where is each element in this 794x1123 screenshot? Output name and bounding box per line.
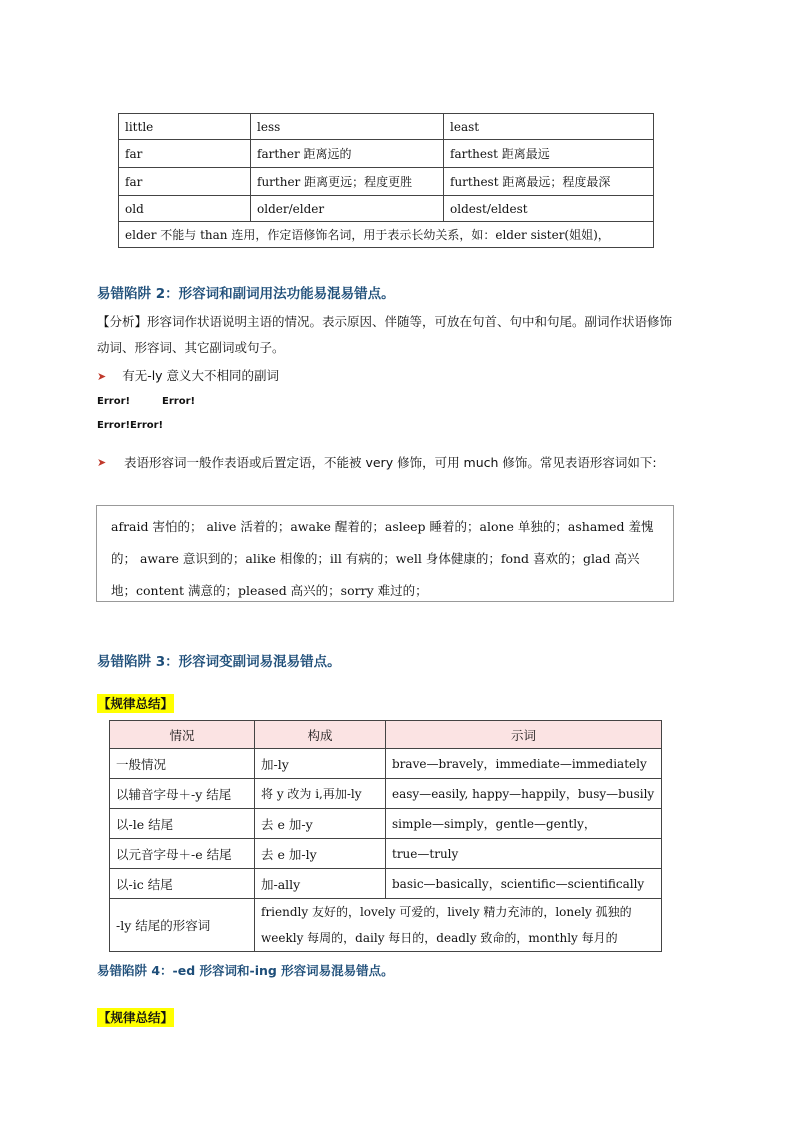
table-cell: farthest 距离最远 — [444, 140, 654, 168]
section-heading: 易错陷阱 4：-ed 形容词和-ing 形容词易混易错点。 — [97, 963, 394, 978]
table-header-row — [110, 721, 662, 749]
error-text: Error! — [97, 396, 131, 407]
table-row — [110, 749, 662, 779]
adverb-formation-table — [109, 720, 662, 952]
table-cell: further 距离更远；程度更胜 — [251, 168, 444, 196]
rule-summary-tag: 【规律总结】 — [98, 1010, 174, 1025]
table-cell: 以-le 结尾 — [110, 809, 255, 839]
bullet-item — [97, 366, 279, 384]
table-row — [119, 114, 654, 140]
table-row — [110, 899, 662, 952]
table-row — [119, 140, 654, 168]
table-cell: 去 e 加-y — [255, 809, 386, 839]
bullet-text: 表语形容词一般作表语或后置定语，不能被 very 修饰，可用 much 修饰。常见表语形容词如下: — [124, 455, 657, 470]
rule-summary-tag: 【规律总结】 — [98, 696, 174, 711]
table-cell: oldest/eldest — [444, 196, 654, 222]
table-row — [110, 839, 662, 869]
bullet-item — [97, 448, 677, 478]
error-text: Error!Error! — [97, 420, 164, 431]
table-cell: older/elder — [251, 196, 444, 222]
table-cell: furthest 距离最远；程度最深 — [444, 168, 654, 196]
arrow-bullet-icon: ➤ — [97, 370, 107, 383]
table-cell: basic—basically，scientific—scientifically — [386, 869, 662, 899]
table-cell: brave—bravely，immediate—immediately — [386, 749, 662, 779]
table-cell: little — [119, 114, 251, 140]
column-header: 示词 — [386, 721, 662, 749]
section-heading: 易错陷阱 3：形容词变副词易混易错点。 — [97, 654, 341, 670]
analysis-paragraph: 【分析】形容词作状语说明主语的情况。表示原因、伴随等，可放在句首、句中和句尾。副词作状语修饰动词、形容词、其它副词或句子。 — [97, 314, 673, 355]
table-row — [119, 222, 654, 248]
table-cell: less — [251, 114, 444, 140]
column-header: 情况 — [110, 721, 255, 749]
bullet-text: 有无-ly 意义大不相同的副词 — [122, 368, 280, 383]
table-cell: farther 距离远的 — [251, 140, 444, 168]
table-cell: 以-ic 结尾 — [110, 869, 255, 899]
table-cell: 将 y 改为 i,再加-ly — [255, 779, 386, 809]
table-cell: simple—simply，gentle—gently， — [386, 809, 662, 839]
table-cell: 去 e 加-ly — [255, 839, 386, 869]
table-cell: old — [119, 196, 251, 222]
table-cell: 一般情况 — [110, 749, 255, 779]
table-cell: far — [119, 168, 251, 196]
error-text: Error! — [162, 396, 196, 407]
table-cell: -ly 结尾的形容词 — [110, 899, 255, 952]
column-header: 构成 — [255, 721, 386, 749]
section-heading: 易错陷阱 2：形容词和副词用法功能易混易错点。 — [97, 286, 395, 302]
predicative-adjectives-box: afraid 害怕的； alive 活着的；awake 醒着的；asleep 睡着的；alone 单独的；ashamed 羞愧的； aware 意识到的；alike 相像的；ill 有病的；well 身体健康的；fond 喜欢的；glad 高兴地；content 满意的；pleased 高兴的；sorry 难过的； — [96, 505, 674, 602]
table-cell: friendly 友好的，lovely 可爱的，lively 精力充沛的，lonely 孤独的 weekly 每周的，daily 每日的，deadly 致命的，monthly 每月的 — [255, 899, 662, 952]
table-row — [119, 168, 654, 196]
table-cell: easy—easily, happy—happily，busy—busily — [386, 779, 662, 809]
table-cell: 以元音字母＋-e 结尾 — [110, 839, 255, 869]
table-cell: far — [119, 140, 251, 168]
comparison-table — [118, 113, 654, 248]
table-cell: 以辅音字母＋-y 结尾 — [110, 779, 255, 809]
table-cell: least — [444, 114, 654, 140]
table-row — [119, 196, 654, 222]
table-row — [110, 809, 662, 839]
table-row — [110, 869, 662, 899]
arrow-bullet-icon: ➤ — [97, 456, 107, 469]
table-note: elder 不能与 than 连用，作定语修饰名词，用于表示长幼关系，如：elder sister(姐姐)， — [119, 222, 654, 248]
table-row — [110, 779, 662, 809]
table-cell: 加-ly — [255, 749, 386, 779]
table-cell: 加-ally — [255, 869, 386, 899]
table-cell: true—truly — [386, 839, 662, 869]
